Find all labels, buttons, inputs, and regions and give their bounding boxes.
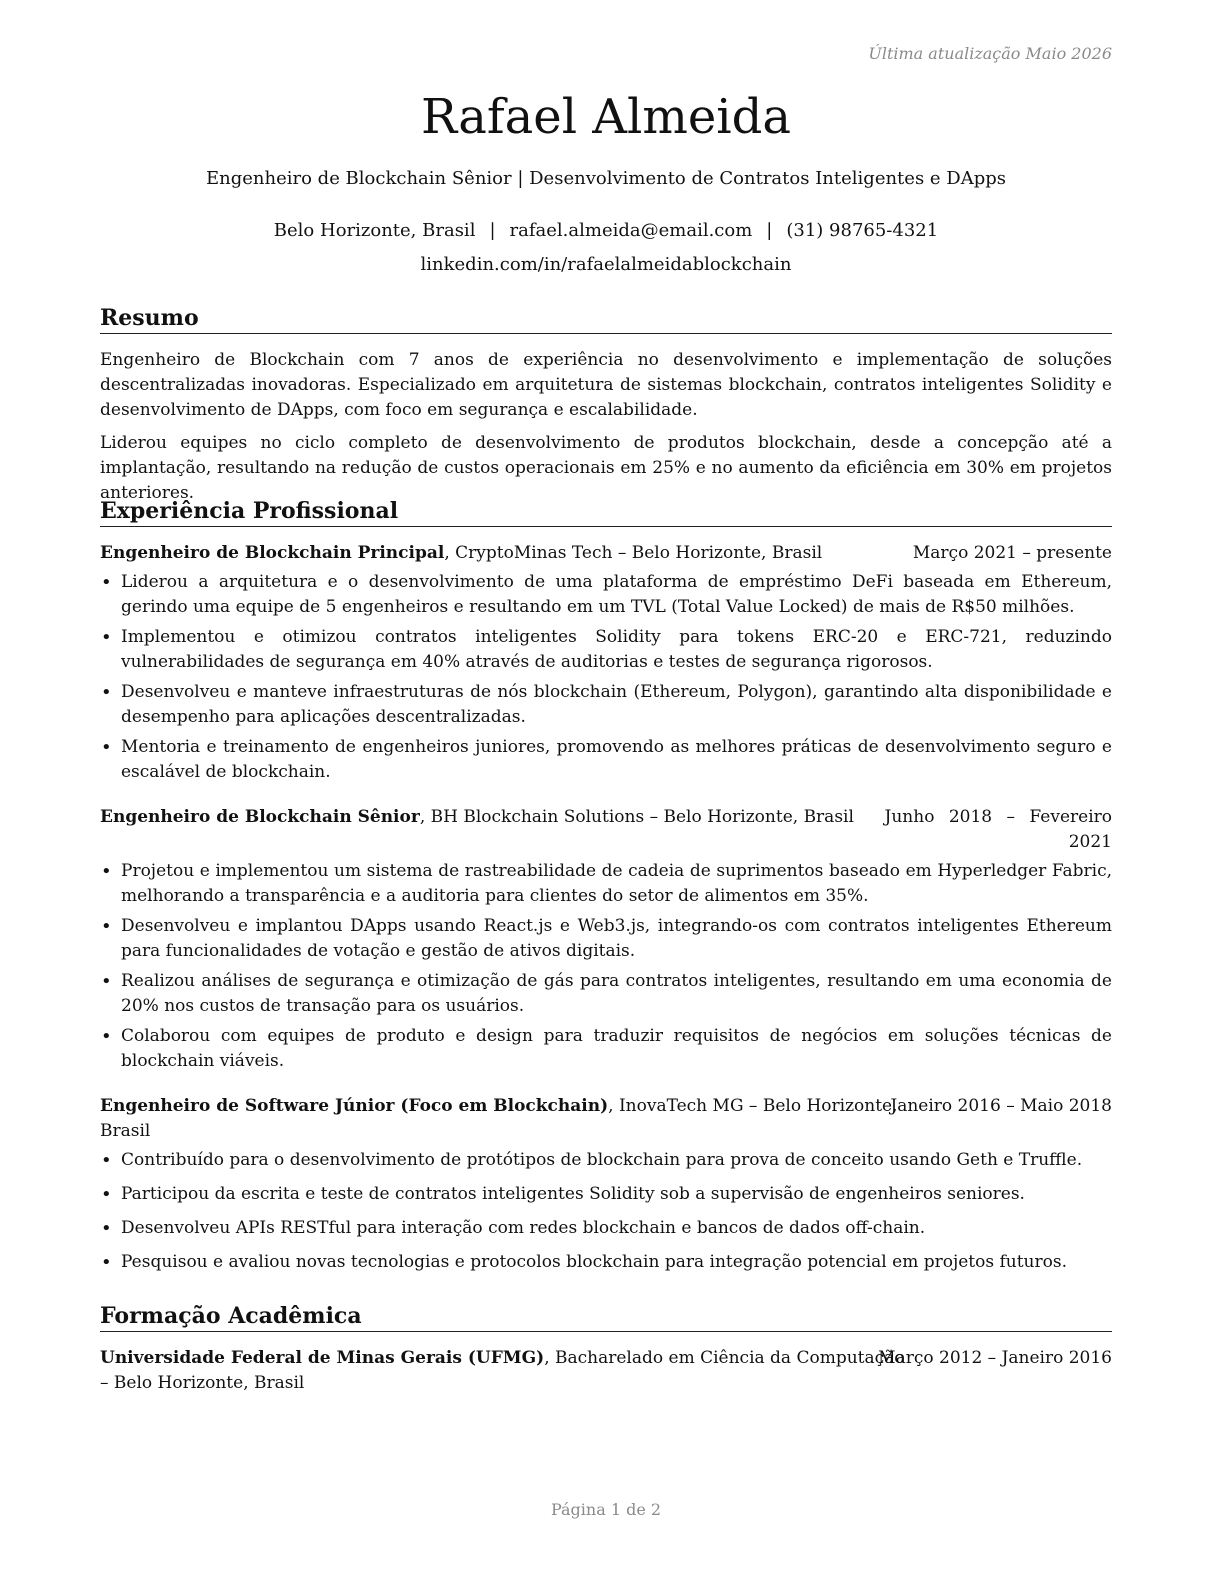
list-item: • Projetou e implementou um sistema de rastreabilidade de cadeia de suprimentos baseado em Hyperledger Fabric, melhorando a transparência e a auditoria para clientes do setor de alimentos em 35%.	[100, 859, 1112, 909]
summary-paragraph: Liderou equipes no ciclo completo de desenvolvimento de produtos blockchain, desde a concepção até a implantação, resultando na redução de custos operacionais em 25% e no aumento da eficiência em 30% em projetos anteriores.	[100, 433, 1112, 503]
job-entry	[100, 805, 1112, 1074]
experience-section	[100, 497, 1112, 1284]
list-item: • Desenvolveu APIs RESTful para interação com redes blockchain e bancos de dados off-chain.	[100, 1216, 1112, 1241]
list-item: • Mentoria e treinamento de engenheiros juniores, promovendo as melhores práticas de desenvolvimento seguro e escalável de blockchain.	[100, 735, 1112, 785]
section-title: Experiência Profissional	[100, 497, 1112, 527]
job-dates-line: Junho 2018 – Fevereiro	[884, 807, 1112, 827]
job-dates	[885, 805, 1112, 855]
list-item: • Realizou análises de segurança e otimização de gás para contratos inteligentes, resultando em uma economia de 20% nos custos de transação para os usuários.	[100, 969, 1112, 1019]
list-item: • Liderou a arquitetura e o desenvolvimento de uma plataforma de empréstimo DeFi baseada em Ethereum, gerindo uma equipe de 5 engenheiros e resultando em um TVL (Total Value Locked) de mais de R$50 milhões.	[100, 570, 1112, 620]
page-number: Página 1 de 2	[550, 1500, 662, 1519]
job-dates: Janeiro 2016 – Maio 2018	[890, 1096, 1112, 1116]
job-company: , InovaTech MG – Belo Horizonte,	[608, 1096, 898, 1116]
education-section	[100, 1302, 1112, 1396]
list-item: • Desenvolveu e implantou DApps usando React.js e Web3.js, integrando-os com contratos inteligentes Ethereum para funcionalidades de votação e gestão de ativos digitais.	[100, 914, 1112, 964]
location: Belo Horizonte, Brasil	[273, 220, 476, 241]
institution: Universidade Federal de Minas Gerais (UFMG)	[100, 1348, 545, 1368]
list-item: • Implementou e otimizou contratos inteligentes Solidity para tokens ERC-20 e ERC-721, reduzindo vulnerabilidades de segurança em 40% através de auditorias e testes de segurança rigorosos.	[100, 625, 1112, 675]
headline: Engenheiro de Blockchain Sênior | Desenvolvimento de Contratos Inteligentes e DApps	[206, 168, 1006, 189]
job-role: Engenheiro de Software Júnior (Foco em Blockchain)	[100, 1096, 609, 1116]
contact-line	[100, 218, 1112, 244]
list-item: • Desenvolveu e manteve infraestruturas de nós blockchain (Ethereum, Polygon), garantindo alta disponibilidade e desempenho para aplicações descentralizadas.	[100, 680, 1112, 730]
email-link[interactable]: rafael.almeida@email.com	[509, 220, 753, 241]
job-bullets	[100, 859, 1112, 1074]
education-location: – Belo Horizonte, Brasil	[100, 1373, 305, 1393]
list-item: • Contribuído para o desenvolvimento de protótipos de blockchain para prova de conceito usando Geth e Truffle.	[100, 1148, 1112, 1173]
section-title: Formação Acadêmica	[100, 1302, 1112, 1332]
job-entry	[100, 1094, 1112, 1275]
list-item: • Participou da escrita e teste de contratos inteligentes Solidity sob a supervisão de engenheiros seniores.	[100, 1182, 1112, 1207]
separator: |	[766, 220, 773, 241]
education-dates: Março 2012 – Janeiro 2016	[878, 1348, 1112, 1368]
job-role: Engenheiro de Blockchain Sênior	[100, 807, 420, 827]
job-dates: Março 2021 – presente	[912, 543, 1112, 563]
phone: (31) 98765-4321	[786, 220, 939, 241]
summary-section	[100, 304, 1112, 506]
last-updated: Última atualização Maio 2026	[868, 44, 1112, 63]
list-item: • Colaborou com equipes de produto e design para traduzir requisitos de negócios em soluções técnicas de blockchain viáveis.	[100, 1024, 1112, 1074]
education-entry	[100, 1346, 1112, 1396]
job-role: Engenheiro de Blockchain Principal	[100, 543, 445, 563]
job-company: , CryptoMinas Tech – Belo Horizonte, Brasil	[444, 543, 823, 563]
summary-paragraph: Engenheiro de Blockchain com 7 anos de experiência no desenvolvimento e implementação de soluções descentralizadas inovadoras. Especializado em arquitetura de sistemas blockchain, contratos inteligentes Solidity e desenvolvimento de DApps, com foco em segurança e escalabilidade.	[100, 350, 1112, 420]
job-header	[100, 1094, 1112, 1144]
job-entry	[100, 541, 1112, 785]
separator: |	[489, 220, 496, 241]
job-company: , BH Blockchain Solutions – Belo Horizonte, Brasil	[419, 807, 854, 827]
job-dates-line: 2021	[1068, 832, 1112, 852]
job-header	[100, 541, 1112, 566]
degree: , Bacharelado em Ciência da Computação	[544, 1348, 905, 1368]
job-bullets	[100, 1148, 1112, 1275]
candidate-name: Rafael Almeida	[421, 89, 791, 145]
resume-page	[100, 0, 1112, 1584]
linkedin-link[interactable]: linkedin.com/in/rafaelalmeidablockchain	[420, 254, 792, 275]
list-item: • Pesquisou e avaliou novas tecnologias e protocolos blockchain para integração potencial em projetos futuros.	[100, 1250, 1112, 1275]
section-title: Resumo	[100, 304, 1112, 334]
job-company-cont: Brasil	[100, 1121, 151, 1141]
job-header	[100, 805, 1112, 855]
job-bullets	[100, 570, 1112, 785]
